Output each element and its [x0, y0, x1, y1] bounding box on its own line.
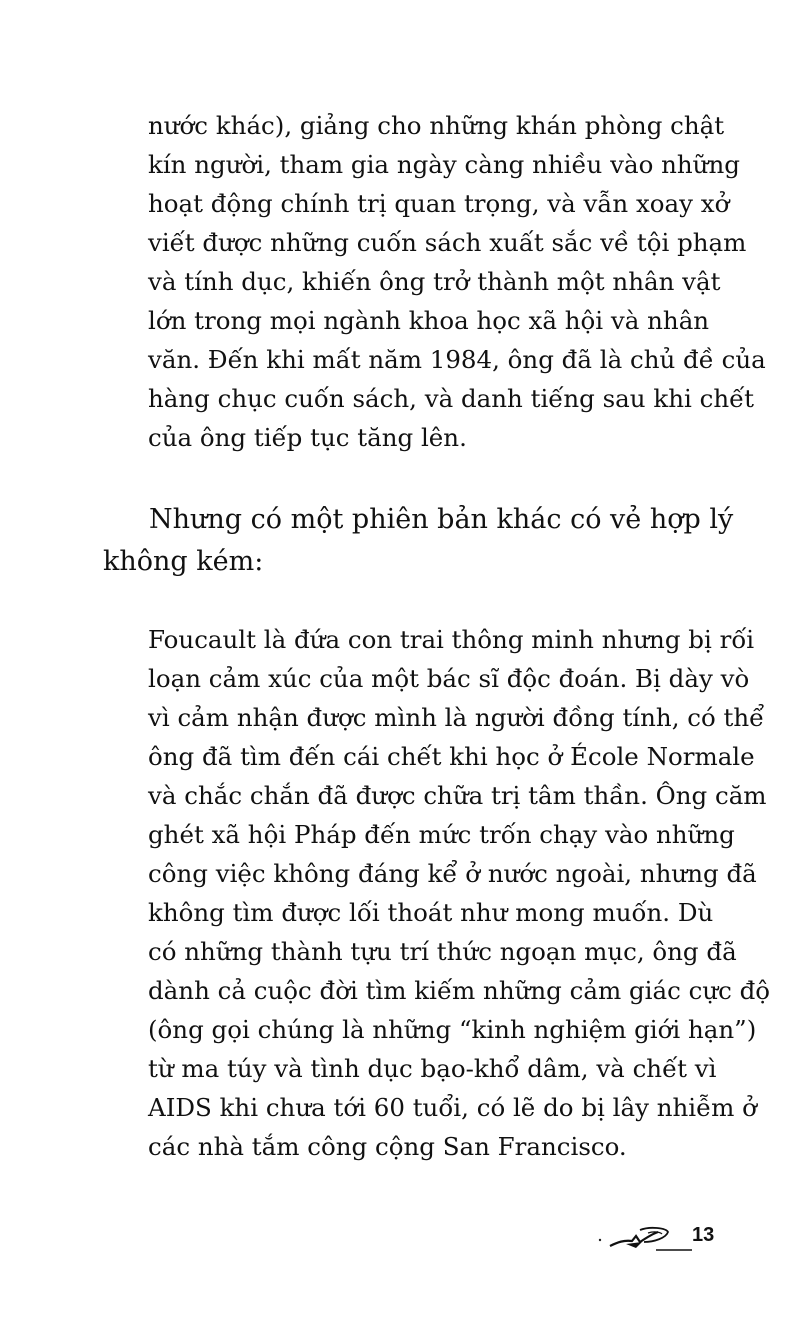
- text-line: văn. Đến khi mất năm 1984, ông đã là chủ đề của: [148, 345, 766, 374]
- text-line: (ông gọi chúng là những “kinh nghiệm giới hạn”): [148, 1015, 757, 1044]
- text-line: không tìm được lối thoát như mong muốn. Dù: [148, 898, 714, 927]
- text-line: kín người, tham gia ngày càng nhiều vào những: [148, 150, 740, 179]
- book-pen-ornament-icon: [596, 1220, 692, 1256]
- text-line: hoạt động chính trị quan trọng, và vẫn xoay xở: [148, 189, 730, 218]
- paragraph-2: [103, 499, 734, 583]
- text-line: công việc không đáng kể ở nước ngoài, nhưng đã: [148, 859, 757, 888]
- text-line: viết được những cuốn sách xuất sắc về tội phạm: [148, 228, 747, 257]
- text-line: các nhà tắm công cộng San Francisco.: [148, 1132, 627, 1161]
- text-line: nước khác), giảng cho những khán phòng chật: [148, 111, 725, 140]
- text-line: ông đã tìm đến cái chết khi học ở École Normale: [148, 742, 755, 771]
- page-footer: [596, 1220, 716, 1260]
- text-line: có những thành tựu trí thức ngoạn mục, ông đã: [148, 937, 737, 966]
- text-line: vì cảm nhận được mình là người đồng tính, có thể: [148, 703, 765, 732]
- text-line: dành cả cuộc đời tìm kiếm những cảm giác cực độ: [148, 976, 771, 1005]
- text-line: AIDS khi chưa tới 60 tuổi, có lẽ do bị lây nhiễm ở: [148, 1093, 757, 1122]
- text-line: lớn trong mọi ngành khoa học xã hội và nhân: [148, 306, 710, 335]
- page-number: 13: [692, 1224, 715, 1246]
- text-line: hàng chục cuốn sách, và danh tiếng sau khi chết: [148, 384, 755, 413]
- block-quote: [148, 620, 771, 1166]
- text-line: của ông tiếp tục tăng lên.: [148, 423, 467, 452]
- text-line: và chắc chắn đã được chữa trị tâm thần. Ông căm: [148, 781, 767, 810]
- paragraph-1: [148, 106, 766, 457]
- text-line: và tính dục, khiến ông trở thành một nhân vật: [148, 267, 721, 296]
- text-line: Foucault là đứa con trai thông minh nhưng bị rối: [148, 625, 755, 654]
- text-line: ghét xã hội Pháp đến mức trốn chạy vào những: [148, 820, 735, 849]
- text-line: Nhưng có một phiên bản khác có vẻ hợp lý: [149, 504, 734, 535]
- text-line: không kém:: [103, 546, 264, 577]
- text-line: từ ma túy và tình dục bạo-khổ dâm, và chết vì: [148, 1054, 717, 1083]
- text-line: loạn cảm xúc của một bác sĩ độc đoán. Bị dày vò: [148, 664, 750, 693]
